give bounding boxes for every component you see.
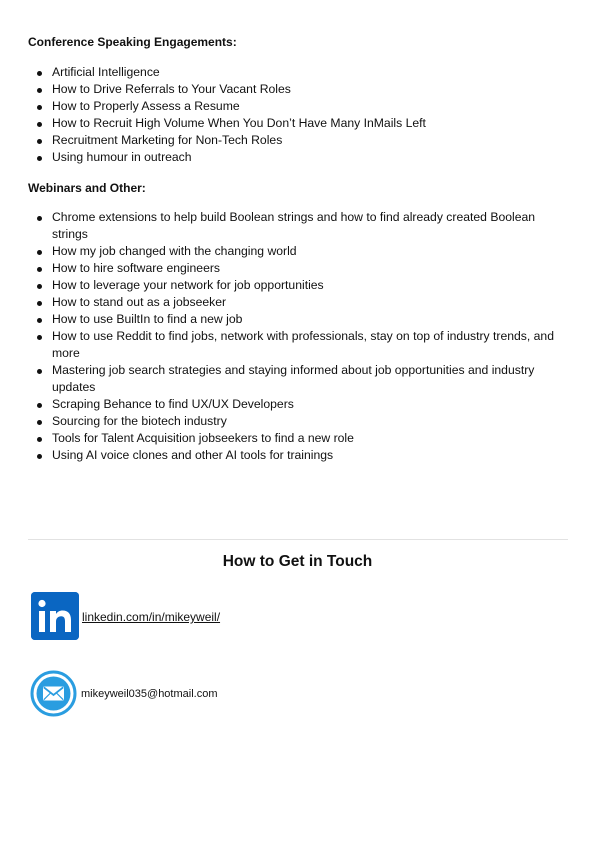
linkedin-icon[interactable]	[31, 592, 79, 640]
conference-list	[28, 64, 573, 166]
list-item: How to leverage your network for job opportunities	[28, 277, 573, 294]
list-item: How to Drive Referrals to Your Vacant Roles	[28, 81, 573, 98]
conference-heading: Conference Speaking Engagements:	[28, 35, 237, 49]
list-item: How to Recruit High Volume When You Don’t Have Many InMails Left	[28, 115, 573, 132]
section-divider	[28, 539, 568, 540]
email-address[interactable]: mikeyweil035@hotmail.com	[81, 688, 218, 700]
list-item: Sourcing for the biotech industry	[28, 413, 573, 430]
list-item: How my job changed with the changing world	[28, 243, 573, 260]
list-item: How to Properly Assess a Resume	[28, 98, 573, 115]
linkedin-link[interactable]: linkedin.com/in/mikeyweil/	[82, 610, 221, 624]
list-item: Scraping Behance to find UX/UX Developers	[28, 396, 573, 413]
list-item: Recruitment Marketing for Non-Tech Roles	[28, 132, 573, 149]
list-item: Using AI voice clones and other AI tools for trainings	[28, 447, 573, 464]
list-item: Tools for Talent Acquisition jobseekers to find a new role	[28, 430, 573, 447]
list-item: Artificial Intelligence	[28, 64, 573, 81]
list-item: Chrome extensions to help build Boolean strings and how to find already created Boolean strings	[28, 209, 573, 243]
list-item: How to use Reddit to find jobs, network with professionals, stay on top of industry trends, and more	[28, 328, 573, 362]
email-icon[interactable]	[30, 670, 77, 717]
webinars-heading: Webinars and Other:	[28, 181, 146, 195]
list-item: How to hire software engineers	[28, 260, 573, 277]
contact-title: How to Get in Touch	[222, 553, 373, 570]
list-item: How to use BuiltIn to find a new job	[28, 311, 573, 328]
list-item: Mastering job search strategies and staying informed about job opportunities and industry updates	[28, 362, 573, 396]
webinars-list	[28, 209, 573, 464]
list-item: How to stand out as a jobseeker	[28, 294, 573, 311]
list-item: Using humour in outreach	[28, 149, 573, 166]
